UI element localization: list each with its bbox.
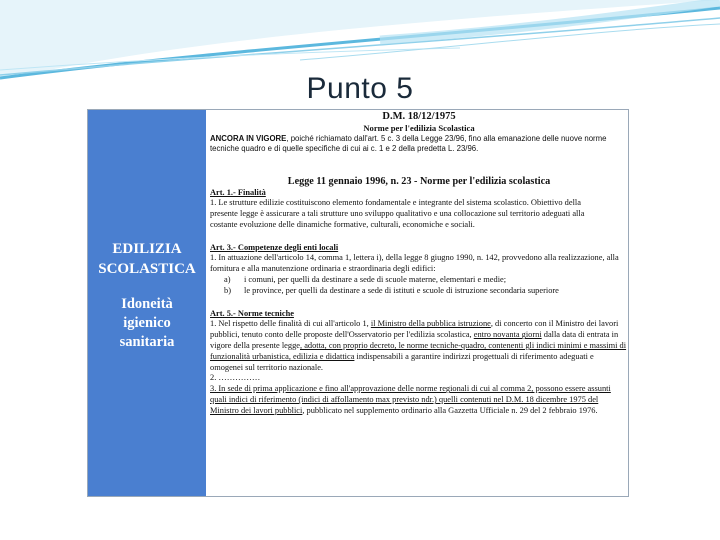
- ancora-text: , poiché richiamato dall'art. 5 c. 3 della Legge 23/96, fino alla emanazione delle nuove norme tecniche quadro e di quelle specifiche di cui ai c. 1 e 2 della predetta L. 23/96.: [210, 133, 607, 153]
- list-item: b) le province, per quelli da destinare a sede di istituti e scuole di istruzione secondaria superiore: [224, 285, 559, 295]
- document-text: [210, 110, 628, 417]
- legge-title: Legge 11 gennaio 1996, n. 23 - Norme per l'edilizia scolastica: [287, 175, 551, 187]
- left-panel-title-line: SCOLASTICA: [98, 261, 196, 277]
- art5-paragraph-3: 3. In sede di prima applicazione e fino all'approvazione delle norme regionali di cui al comma 2, possono essere assunti quali indici di riferimento (indici di affollamento max previsto ndr.) quelli contenuti nel D.M. 18 dicembre 1975 del Ministro dei lavori pubblici, pubblicato nel supplemento ordinario alla Gazzetta Ufficiale n. 29 del 2 febbraio 1976.: [210, 384, 611, 415]
- art5-heading: Art. 5.- Norme tecniche: [210, 308, 294, 318]
- slide-title: Punto 5: [306, 72, 414, 105]
- left-panel-subtitle-line: igienico: [123, 315, 171, 331]
- left-panel-title: [88, 239, 206, 279]
- art3-list: [210, 275, 628, 297]
- art3-heading: Art. 3.- Competenze degli enti locali: [210, 242, 339, 252]
- dm-title: D.M. 18/12/1975: [382, 111, 456, 122]
- art1-heading: Art. 1.- Finalità: [210, 187, 266, 197]
- left-panel: [88, 110, 206, 496]
- art1-line: 1. Le strutture edilizie costituiscono elemento fondamentale e integrante del sistema scolastico. Obiettivo della: [210, 198, 581, 208]
- art5-paragraph-1: 1. Nel rispetto delle finalità di cui all'articolo 1, il Ministro della pubblica istruzione, di concerto con il Ministro dei lavori pubblici, tenuto conto delle proposte dell'Osservatorio per l'edilizia scolastica, entro novanta giorni dalla data di entrata in vigore della presente legge, adotta, con proprio decreto, le norme tecniche-quadro, contenenti gli indici minimi e massimi di funzionalità urbanistica, edilizia e didattica indispensabili a garantire indirizzi progettuali di riferimento adeguati e omogenei sul territorio nazionale.: [210, 319, 627, 372]
- left-panel-title-line: EDILIZIA: [112, 241, 182, 257]
- list-item: a) i comuni, per quelli da destinare a sede di scuole materne, elementari e medie;: [224, 275, 507, 285]
- left-panel-subtitle: [88, 295, 206, 352]
- dm-subtitle: Norme per l'edilizia Scolastica: [363, 123, 475, 133]
- art5-paragraph-2: 2. ……………: [210, 373, 261, 383]
- document-scan: [87, 109, 629, 497]
- art1-line: costante evoluzione delle dinamiche formative, culturali, economiche e sociali.: [210, 219, 475, 229]
- ancora-label: ANCORA IN VIGORE: [210, 133, 287, 143]
- left-panel-subtitle-line: Idoneità: [121, 296, 173, 312]
- art3-intro: 1. In attuazione dell'articolo 14, comma 1, lettera i), della legge 8 giugno 1990, n. 142, provvedono alla realizzazione, alla fornitura e alla manutenzione ordinaria e straordinaria degli edifici:: [210, 253, 619, 274]
- art1-line: presente legge è assicurare a tali strutture uno sviluppo qualitativo e una collocazione sul territorio adeguati alla: [210, 209, 585, 219]
- dm-ancora-paragraph: [210, 134, 628, 154]
- left-panel-subtitle-line: sanitaria: [119, 334, 175, 350]
